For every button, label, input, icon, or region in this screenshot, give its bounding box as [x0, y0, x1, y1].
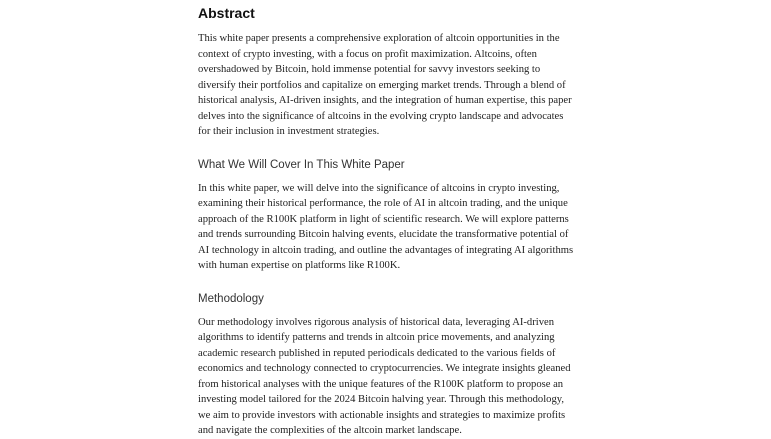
methodology-heading: Methodology	[198, 292, 264, 305]
abstract-section	[198, 4, 578, 140]
methodology-paragraph: Our methodology involves rigorous analysis of historical data, leveraging AI-driven algorithms to identify patterns and trends in altcoin price movements, and analyzing academic research published in reputed periodicals dedicated to the various fields of economics and technology connected to cryptocurrencies. We integrate insights gleaned from historical analyses with the unique features of the R100K platform to propose an investing model tailored for the 2024 Bitcoin halving year. Through this methodology, we aim to provide investors with actionable insights and strategies to maximize profits and navigate the complexities of the altcoin market landscape.	[198, 316, 571, 436]
abstract-paragraph: This white paper presents a comprehensive exploration of altcoin opportunities in the context of crypto investing, with a focus on profit maximization. Altcoins, often overshadowed by Bitcoin, hold immense potential for savvy investors seeking to diversify their portfolios and capitalize on emerging market trends. Through a blend of historical analysis, AI-driven insights, and the integration of human expertise, this paper delves into the significance of altcoins in the evolving crypto landscape and advocates for their inclusion in investment strategies.	[198, 33, 572, 137]
abstract-heading: Abstract	[198, 5, 255, 21]
coverage-heading: What We Will Cover In This White Paper	[198, 158, 405, 171]
white-paper-document	[198, 4, 578, 439]
coverage-section	[198, 157, 578, 274]
coverage-paragraph: In this white paper, we will delve into the significance of altcoins in crypto investing, examining their historical performance, the role of AI in altcoin trading, and the unique approach of the R100K platform in light of scientific research. We will explore patterns and trends surrounding Bitcoin halving events, elucidate the transformative potential of AI technology in altcoin trading, and outline the advantages of integrating AI algorithms with human expertise on platforms like R100K.	[198, 182, 574, 271]
methodology-section	[198, 291, 578, 439]
